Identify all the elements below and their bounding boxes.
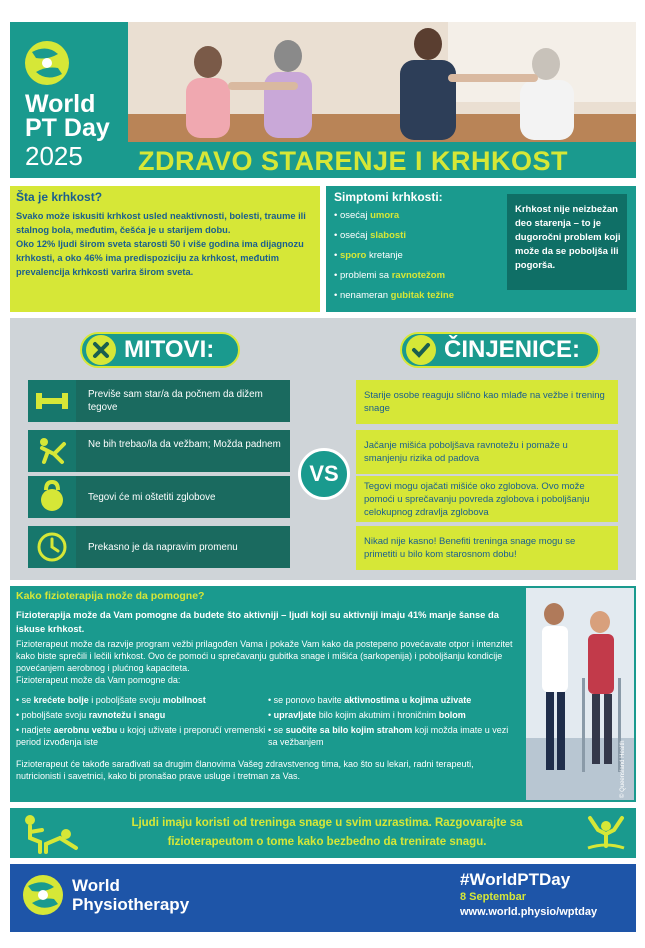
dumbbell-icon: [28, 380, 76, 422]
weightlifter-icon: [584, 812, 628, 854]
clock-icon: [28, 526, 76, 568]
list-item: • upravljate bilo kojim akutnim i hroničnim bolom: [268, 710, 466, 720]
fact-text: Starije osobe reaguju slično kao mlađe na vežbe i trening snage: [364, 390, 605, 414]
list-item: • nadjete aerobnu vežbu u kojoj uživate i preporučí vremenski period izvođenja iste: [16, 725, 266, 747]
physio-intro: Fizioterapeut može da Vam pomogne da:: [16, 675, 181, 685]
fact-text: Nikad nije kasno! Benefiti treninga snage mogu se primetiti u bilo kom starosnom dobu!: [364, 536, 576, 560]
physio-footer-text: Fizioterapeut će takođe sarađivati sa drugim članovima Vašeg zdravstvenog tima, kao što su lekari, radni terapeuti, nutricionisti i savetnici, kako bi pronašao prave usluge i tretman za Vas.: [16, 759, 474, 781]
physio-body: [16, 638, 516, 686]
facts-heading: ČINJENICE:: [444, 336, 581, 363]
kettlebell-icon: [28, 476, 76, 518]
myth-text: Ne bih trebao/la da vežbam; Možda padnem: [88, 439, 281, 450]
strength-text: Ljudi imaju koristi od treninga snage u svim uzrastima. Razgovarajte sa fizioterapeutom o tome kako bezbedno da trenirate snagu.: [131, 817, 523, 848]
brand-year: 2025: [25, 141, 83, 171]
brand-line-2: PT Day: [25, 114, 110, 142]
photo-credit: © Queensland Health: [620, 740, 626, 798]
list-item: • se suočite sa bilo kojim strahom koji možda imate u vezi sa vežbanjem: [268, 725, 509, 747]
footer-brand-line-2: Physiotherapy: [72, 895, 190, 914]
world-pt-day-logo-icon: [24, 40, 70, 86]
symptoms-callout: Krhkost nije neizbežan deo starenja – to je dugoročni problem koji može da se poboljša ili pogorša.: [515, 204, 621, 271]
falling-person-icon: [28, 430, 76, 472]
frailty-paragraph-1: Svako može iskusiti krhkost usled neaktivnosti, bolesti, traume ili stalnog bola, međutim, češća je u starijem dobu.: [16, 211, 306, 235]
footer-brand-line-1: World: [72, 876, 120, 895]
fact-text: Tegovi mogu ojačati mišiće oko zglobova. Ovo može pomoći u sprečavanju povreda zglobova i poboljšanju celokupnog zdravlja zglobova: [364, 481, 590, 518]
list-item: • osećaj umora: [334, 210, 400, 221]
myth-text: Previše sam star/a da počnem da dižem tegove: [88, 389, 263, 413]
world-physiotherapy-logo-icon: [22, 874, 64, 916]
x-icon: [86, 335, 116, 365]
hashtag: #WorldPTDay: [460, 870, 571, 889]
therapy-photo: [526, 588, 634, 800]
physio-right-list: [268, 694, 520, 751]
myth-text: Prekasno je da napravim promenu: [88, 542, 238, 553]
list-item: • se krećete bolje i poboljšate svoju mobilnost: [16, 695, 206, 705]
fact-text: Jačanje mišića poboljšava ravnotežu i pomaže u smanjenju rizika od padova: [364, 440, 568, 464]
physio-body-text: Fizioterapeut može da razvije program vežbi prilagođen Vama i pokaže Vam kako da postepeno povećavate otpor i intenzitet kako biste sprečili i lečili krhkost. Ovo će pomoći u sprečavanju gubitka snage i mišića (sarkopenija) i poboljšanju kondicije povećanjem aerobnog i plućnog kapaciteta.: [16, 639, 513, 673]
event-date: 8 Septembar: [460, 891, 527, 903]
physio-lead: Fizioterapija može da Vam pomogne da budete što aktivniji – ljudi koji su aktivniji imaju 41% manje šanse da iskuse krhkost.: [16, 609, 499, 634]
check-icon: [406, 335, 436, 365]
myth-text: Tegovi će mi oštetiti zglobove: [88, 492, 216, 503]
list-item: • poboljšate svoju ravnotežu i snagu: [16, 710, 166, 720]
squat-exercise-icon: [16, 812, 86, 854]
symptoms-list: [334, 209, 504, 309]
myths-heading: MITOVI:: [124, 336, 215, 363]
list-item: • nenameran gubitak težine: [334, 290, 455, 301]
frailty-heading: Šta je krhkost?: [16, 190, 103, 204]
list-item: • se ponovo bavite aktivnostima u kojima uživate: [268, 695, 472, 705]
website-link[interactable]: www.world.physio/wptday: [460, 906, 598, 918]
brand-line-1: World: [25, 90, 96, 118]
list-item: • problemi sa ravnotežom: [334, 270, 446, 281]
list-item: • osećaj slabosti: [334, 230, 406, 241]
vs-badge: VS: [298, 448, 350, 500]
physio-heading: Kako fizioterapija može da pomogne?: [16, 590, 205, 602]
frailty-text: [16, 209, 316, 279]
symptoms-heading: Simptomi krhkosti:: [334, 190, 443, 204]
frailty-paragraph-2: Oko 12% ljudi širom sveta starosti 50 i više godina ima dijagnozu krhkosti, a oko 46% ima predispoziciju za krhkost, međutim prevalencija krhkosti varira širom sveta.: [16, 239, 304, 277]
page-title: ZDRAVO STARENJE I KRHKOST: [138, 146, 569, 176]
physio-left-list: [16, 694, 266, 751]
list-item: • sporo kretanje: [334, 250, 403, 261]
hero-photo: [128, 22, 636, 142]
